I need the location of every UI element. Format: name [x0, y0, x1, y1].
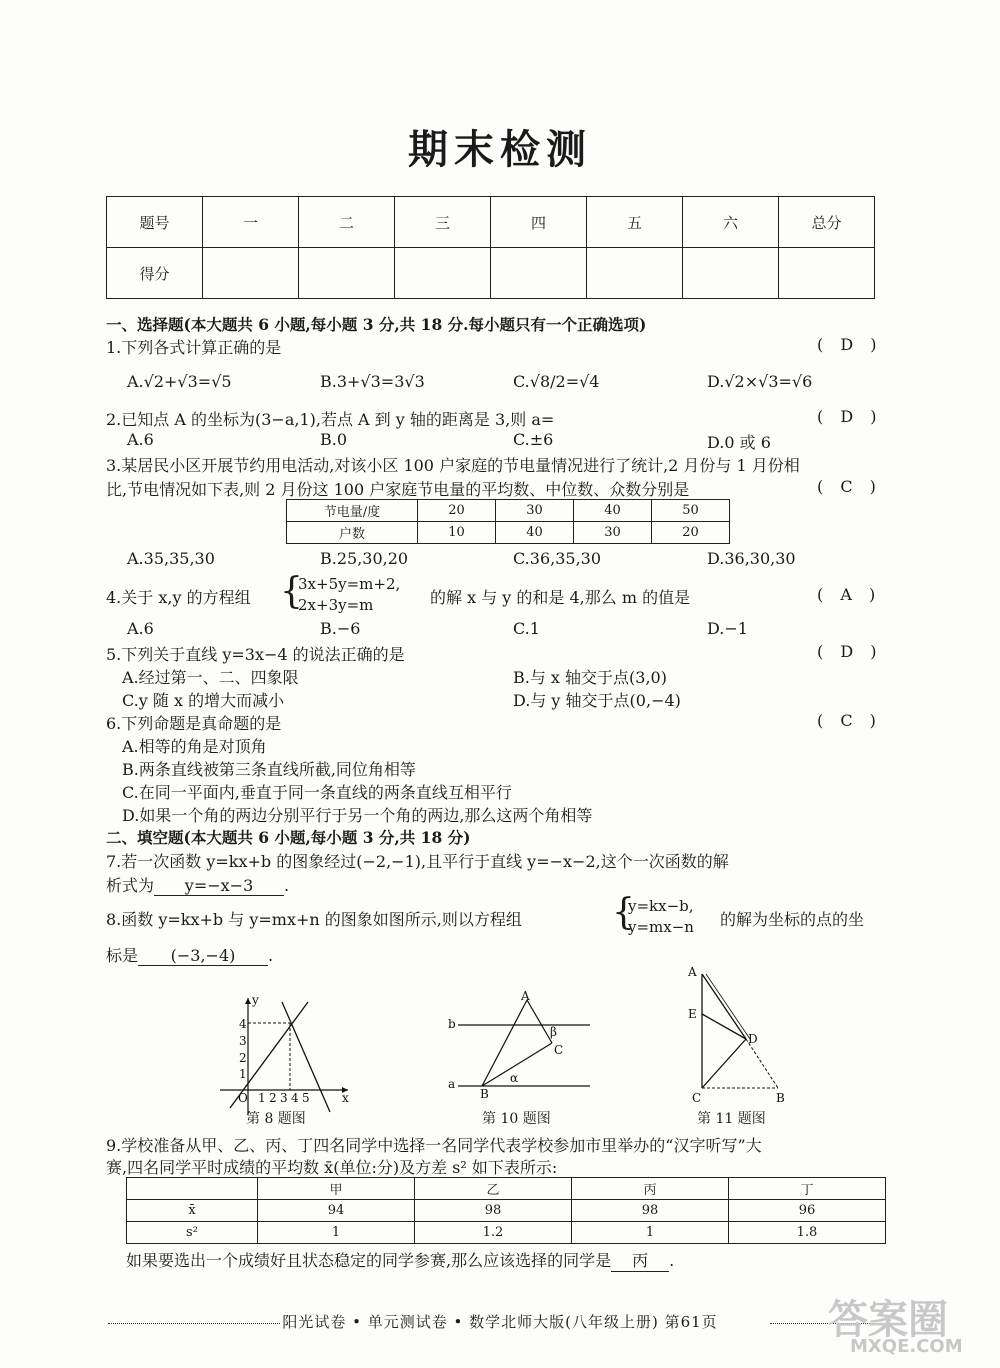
point-label: E [688, 1007, 697, 1021]
angle-label: α [510, 1071, 519, 1085]
q9-line3 [126, 1248, 674, 1272]
table-cell: 30 [496, 500, 574, 522]
table-cell: 96 [729, 1200, 886, 1222]
section-2-heading: 二、填空题(本大题共 6 小题,每小题 3 分,共 18 分) [106, 828, 471, 847]
figure-11-diagram [680, 962, 800, 1107]
table-cell: 1 [572, 1222, 729, 1244]
x-axis-label: x [342, 1091, 349, 1105]
q4-brace: { [280, 571, 303, 612]
score-blank-cell[interactable] [299, 248, 395, 299]
segment-cd [702, 1039, 746, 1088]
score-table [106, 196, 875, 299]
q1-option-d: D.√2×√3=√6 [707, 372, 813, 391]
point-label: A [688, 965, 697, 979]
tick-label: 4 [291, 1091, 299, 1105]
q5-answer: ( D ) [817, 642, 883, 661]
q5-stem: 5.下列关于直线 y=3x−4 的说法正确的是 [106, 645, 405, 664]
tick-label: 2 [239, 1051, 247, 1065]
q2-option-c: C.±6 [513, 430, 554, 449]
point-label: A [521, 989, 530, 1003]
score-cell: 题号 [107, 197, 203, 248]
figure-11-caption: 第 11 题图 [697, 1111, 766, 1127]
table-cell: 乙 [415, 1178, 572, 1200]
q6-option-a: A.相等的角是对顶角 [122, 737, 267, 756]
q3-option-d: D.36,30,30 [707, 549, 796, 568]
q7-answer-blank[interactable]: y=−x−3 [154, 876, 284, 896]
q7-line2-pre: 析式为 [106, 876, 155, 895]
q1-option-a: A.√2+√3=√5 [127, 372, 232, 391]
q3-option-b: B.25,30,20 [320, 549, 409, 568]
q4-answer: ( A ) [817, 585, 882, 604]
segment-ac [527, 1000, 552, 1043]
score-header-row [107, 197, 875, 248]
segment-ed [702, 1014, 746, 1039]
page-title: 期末检测 [408, 126, 592, 173]
q5-option-b: B.与 x 轴交于点(3,0) [513, 668, 667, 687]
figure-10-diagram [440, 988, 600, 1098]
q5-option-c: C.y 随 x 的增大而减小 [122, 691, 285, 710]
point-label: D [748, 1032, 758, 1046]
tick-label: 3 [280, 1091, 288, 1105]
q4-pre: 4.关于 x,y 的方程组 [106, 588, 251, 607]
table-cell: 丙 [572, 1178, 729, 1200]
score-blank-cell[interactable] [395, 248, 491, 299]
table-cell: x̄ [127, 1200, 258, 1222]
table-row [287, 522, 730, 544]
q3-line1: 3.某居民小区开展节约用电活动,对该小区 100 户家庭的节电量情况进行了统计,2 月份与 1 月份相 [106, 456, 800, 475]
q4-eq1: 3x+5y=m+2, [298, 575, 401, 593]
line-label: b [448, 1017, 456, 1031]
score-blank-cell[interactable] [683, 248, 779, 299]
score-cell: 五 [587, 197, 683, 248]
table-cell: 户数 [287, 522, 418, 544]
angle-label: β [550, 1025, 557, 1039]
table-cell: 20 [418, 500, 496, 522]
q1-answer: ( D ) [817, 335, 883, 354]
q3-answer: ( C ) [817, 477, 882, 496]
q8-line2-post: . [268, 946, 274, 965]
q2-option-b: B.0 [320, 430, 348, 449]
figure-8-caption: 第 8 题图 [246, 1111, 306, 1127]
y-axis-label: y [252, 993, 259, 1007]
q8-brace: { [612, 892, 635, 933]
point-label: C [554, 1043, 564, 1057]
q1-option-c: C.√8/2=√4 [513, 372, 600, 391]
score-blank-cell[interactable] [587, 248, 683, 299]
score-cell: 三 [395, 197, 491, 248]
table-cell: 1.8 [729, 1222, 886, 1244]
table-cell: 40 [574, 500, 652, 522]
q5-option-a: A.经过第一、二、四象限 [122, 668, 299, 687]
table-cell: 40 [496, 522, 574, 544]
q8-eq1: y=kx−b, [628, 897, 694, 915]
page-footer: 阳光试卷 • 单元测试卷 • 数学北师大版(八年级上册) 第61页 [282, 1313, 718, 1331]
q2-answer: ( D ) [817, 407, 883, 426]
table-cell: 20 [652, 522, 730, 544]
table-cell: 节电量/度 [287, 500, 418, 522]
q7-line2-post: . [284, 876, 290, 895]
q3-line2: 比,节电情况如下表,则 2 月份这 100 户家庭节电量的平均数、中位数、众数分别是 [106, 480, 690, 499]
segment-ba [482, 1000, 527, 1086]
q8-line2-pre: 标是 [106, 946, 139, 965]
table-cell: 98 [415, 1200, 572, 1222]
table-cell: 50 [652, 500, 730, 522]
q8-answer-blank[interactable]: (−3,−4) [138, 946, 268, 966]
score-blank-cell[interactable] [203, 248, 299, 299]
tick-label: 5 [302, 1091, 310, 1105]
segment-db [746, 1039, 778, 1088]
q3-table [286, 499, 730, 544]
q9-line1: 9.学校准备从甲、乙、丙、丁四名同学中选择一名同学代表学校参加市里举办的“汉字听写”大 [106, 1136, 762, 1155]
q6-option-b: B.两条直线被第三条直线所截,同位角相等 [122, 760, 416, 779]
tick-label: 1 [239, 1067, 247, 1081]
q4-option-c: C.1 [513, 619, 540, 638]
table-cell [127, 1178, 258, 1200]
tick-label: 2 [269, 1091, 277, 1105]
table-cell: 甲 [258, 1178, 415, 1200]
score-input-row [107, 248, 875, 299]
table-row [127, 1178, 886, 1200]
y-axis-arrow-icon [245, 998, 251, 1004]
q4-option-b: B.−6 [320, 619, 361, 638]
score-cell: 一 [203, 197, 299, 248]
table-cell: s² [127, 1222, 258, 1244]
table-cell: 30 [574, 522, 652, 544]
q1-option-b: B.3+√3=3√3 [320, 372, 425, 391]
table-cell: 94 [258, 1200, 415, 1222]
table-cell: 1 [258, 1222, 415, 1244]
table-cell: 98 [572, 1200, 729, 1222]
q9-line3-post: . [669, 1251, 675, 1270]
q4-option-a: A.6 [127, 619, 154, 638]
q6-option-c: C.在同一平面内,垂直于同一条直线的两条直线互相平行 [122, 783, 512, 802]
q8-post: 的解为坐标的点的坐 [720, 910, 865, 929]
q6-stem: 6.下列命题是真命题的是 [106, 714, 282, 733]
score-blank-cell[interactable] [779, 248, 875, 299]
q9-answer-blank[interactable]: 丙 [611, 1248, 669, 1272]
q9-line2: 赛,四名同学平时成绩的平均数 x̄(单位:分)及方差 s² 如下表所示: [106, 1158, 558, 1177]
watermark-url: MXQE.COM [850, 1336, 963, 1357]
score-cell: 总分 [779, 197, 875, 248]
table-cell: 10 [418, 522, 496, 544]
q3-option-c: C.36,35,30 [513, 549, 602, 568]
table-row [127, 1222, 886, 1244]
figure-10-caption: 第 10 题图 [482, 1111, 551, 1127]
q7-line1: 7.若一次函数 y=kx+b 的图象经过(−2,−1),且平行于直线 y=−x−2,这个一次函数的解 [106, 852, 729, 871]
tick-label: O [238, 1091, 248, 1105]
q5-option-d: D.与 y 轴交于点(0,−4) [513, 691, 681, 710]
q8-line2 [106, 943, 273, 966]
point-label: B [776, 1091, 785, 1105]
table-row [127, 1200, 886, 1222]
score-row-label: 得分 [107, 248, 203, 299]
q4-option-d: D.−1 [707, 619, 748, 638]
score-blank-cell[interactable] [491, 248, 587, 299]
q3-option-a: A.35,35,30 [127, 549, 215, 568]
q8-pre: 8.函数 y=kx+b 与 y=mx+n 的图象如图所示,则以方程组 [106, 910, 522, 929]
q9-line3-pre: 如果要选出一个成绩好且状态稳定的同学参赛,那么应该选择的同学是 [126, 1251, 612, 1270]
score-cell: 四 [491, 197, 587, 248]
figure-11 [680, 962, 800, 1111]
table-cell: 丁 [729, 1178, 886, 1200]
q6-option-d: D.如果一个角的两边分别平行于另一个角的两边,那么这两个角相等 [122, 806, 593, 825]
table-cell: 1.2 [415, 1222, 572, 1244]
q2-stem: 2.已知点 A 的坐标为(3−a,1),若点 A 到 y 轴的距离是 3,则 a= [106, 410, 555, 429]
section-1-heading: 一、选择题(本大题共 6 小题,每小题 3 分,共 18 分.每小题只有一个正确选项) [106, 315, 647, 334]
score-cell: 六 [683, 197, 779, 248]
q2-option-d: D.0 或 6 [707, 433, 771, 452]
tick-label: 4 [239, 1017, 247, 1031]
line-label: a [448, 1077, 456, 1091]
q9-table [126, 1177, 886, 1244]
tick-label: 1 [258, 1091, 266, 1105]
figure-8-graph [210, 990, 360, 1120]
figure-10 [440, 988, 600, 1102]
q2-option-a: A.6 [127, 430, 154, 449]
figure-8 [210, 990, 360, 1124]
q1-stem: 1.下列各式计算正确的是 [106, 338, 282, 357]
tick-label: 3 [239, 1034, 247, 1048]
q7-line2 [106, 873, 289, 896]
q4-post: 的解 x 与 y 的和是 4,那么 m 的值是 [430, 588, 691, 607]
q8-eq2: y=mx−n [628, 918, 694, 936]
point-label: B [480, 1087, 489, 1098]
q4-eq2: 2x+3y=m [298, 596, 374, 614]
table-row [287, 500, 730, 522]
segment-ad [702, 974, 746, 1039]
point-label: C [692, 1091, 702, 1105]
score-cell: 二 [299, 197, 395, 248]
q6-answer: ( C ) [817, 711, 882, 730]
watermark-logo: 答案圈 [828, 1297, 948, 1343]
